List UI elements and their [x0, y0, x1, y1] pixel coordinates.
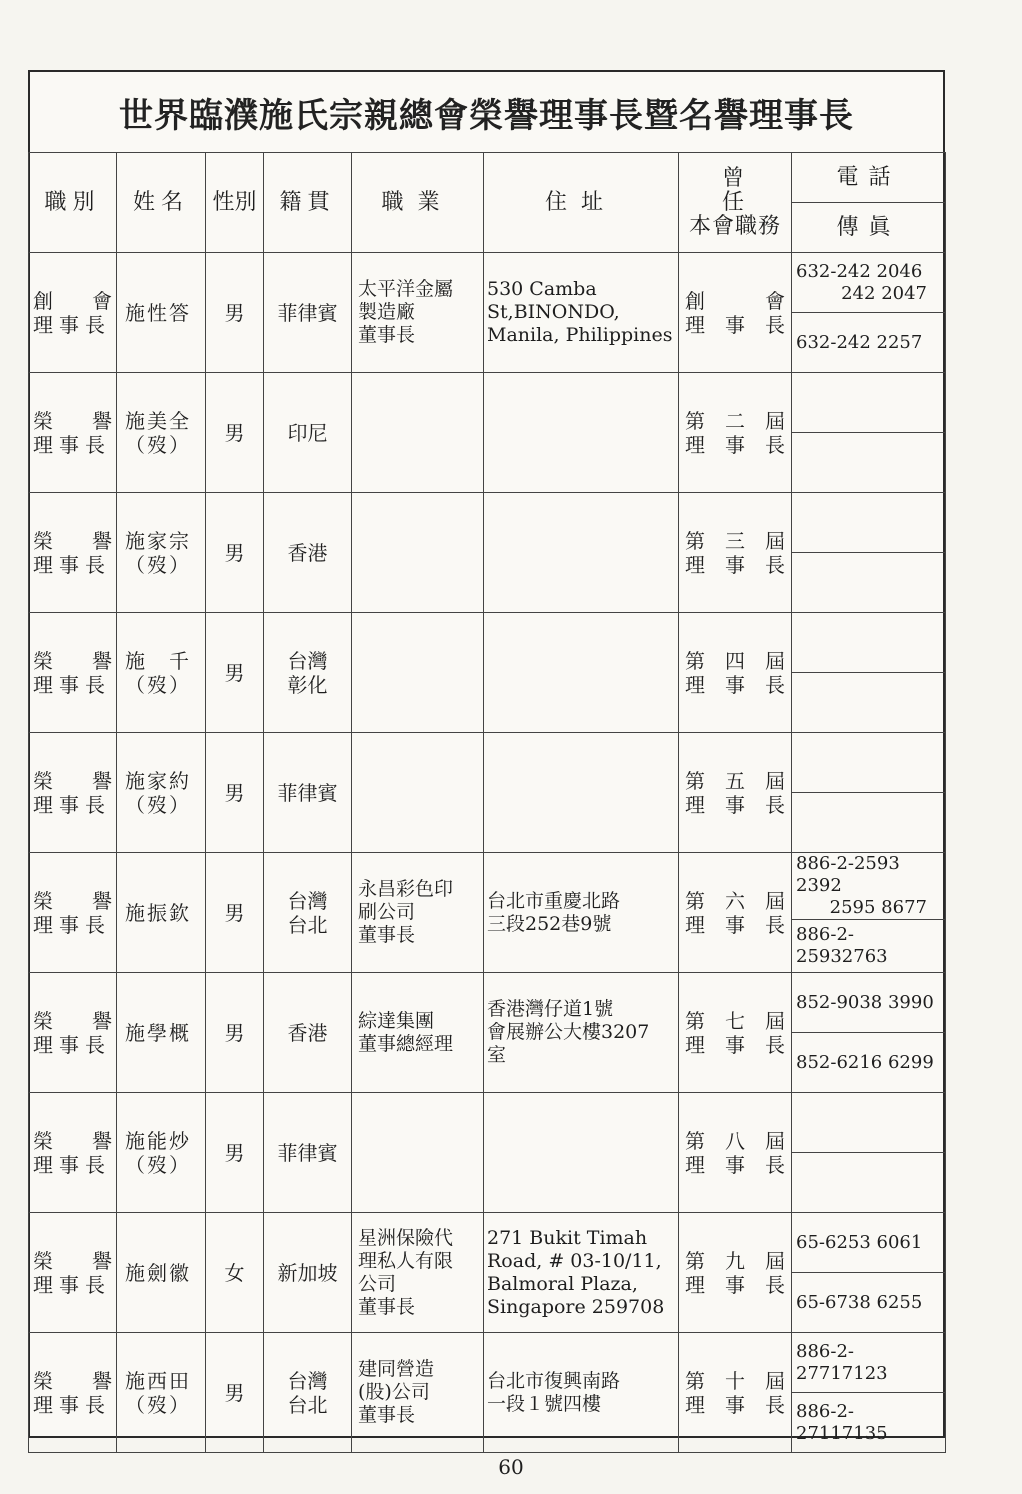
fax-number: 852-6216 6299 — [796, 1051, 934, 1073]
gender-cell: 男 — [206, 853, 264, 973]
position-cell — [29, 1093, 117, 1213]
origin-line: 台灣 — [287, 648, 328, 673]
member-name: 施劍徽 — [125, 1260, 191, 1285]
occupation-cell — [352, 1093, 484, 1213]
fax-number: 886-2-25932763 — [796, 924, 888, 967]
position-cell — [29, 733, 117, 853]
name-cell — [117, 853, 206, 973]
gender-cell: 男 — [206, 373, 264, 493]
phone-cell — [792, 1093, 945, 1152]
previous-role-char: 理 — [685, 1032, 705, 1057]
position-line2: 理事長 — [33, 552, 111, 577]
origin-cell — [264, 1213, 352, 1333]
position-char-b: 譽 — [92, 1128, 112, 1153]
fax-number: 632-242 2257 — [796, 331, 923, 353]
previous-role-char: 第 — [685, 1368, 705, 1393]
member-name: 施振欽 — [125, 900, 191, 925]
header-name: 姓名 — [117, 153, 206, 253]
position-char-a: 榮 — [33, 1128, 53, 1153]
name-cell — [117, 253, 206, 373]
member-name: 施家宗 — [125, 528, 191, 553]
member-name: 施能炒 — [125, 1128, 191, 1153]
header-position: 職別 — [29, 153, 117, 253]
gender-cell: 男 — [206, 973, 264, 1093]
contact-cell — [792, 733, 946, 853]
contact-cell — [792, 1333, 946, 1453]
occupation-cell — [352, 853, 484, 973]
contact-cell — [792, 373, 946, 493]
contact-cell — [792, 493, 946, 613]
phone-number: 65-6253 6061 — [796, 1231, 923, 1253]
previous-role-cell — [679, 1213, 792, 1333]
previous-role-char: 八 — [725, 1128, 745, 1153]
previous-role-char: 理 — [685, 312, 705, 337]
address-line: Manila, Philippines — [487, 324, 673, 346]
position-char-b: 譽 — [92, 408, 112, 433]
previous-role-char: 理 — [685, 792, 705, 817]
previous-role-char: 會 — [765, 288, 785, 313]
member-name: 施美全 — [125, 408, 191, 433]
address-line: 271 Bukit Timah — [487, 1226, 648, 1249]
address-cell — [484, 253, 679, 373]
name-cell — [117, 493, 206, 613]
position-cell — [29, 253, 117, 373]
fax-number: 886-2-27117135 — [796, 1400, 888, 1444]
position-char-b: 譽 — [92, 888, 112, 913]
phone-number: 632-242 2046 — [796, 260, 923, 282]
origin-line: 香港 — [287, 540, 328, 565]
previous-role-char: 第 — [685, 1248, 705, 1273]
address-line: 一段１號四樓 — [487, 1392, 602, 1415]
phone-cell — [792, 613, 945, 672]
contact-cell — [792, 253, 946, 373]
table-row — [29, 853, 946, 973]
fax-cell — [792, 1032, 945, 1092]
header-address: 住址 — [484, 153, 679, 253]
origin-line: 彰化 — [287, 672, 328, 697]
gender-cell: 男 — [206, 1333, 264, 1453]
fax-cell — [792, 792, 945, 852]
position-line2: 理事長 — [33, 792, 111, 817]
table-row — [29, 373, 946, 493]
phone-cell — [792, 373, 945, 432]
phone-cell — [792, 1213, 945, 1272]
origin-cell — [264, 1333, 352, 1453]
previous-role-char: 屆 — [765, 648, 785, 673]
previous-role-char: 長 — [765, 672, 785, 697]
previous-role-char: 屆 — [765, 528, 785, 553]
header-contact — [792, 153, 946, 253]
previous-role-char: 長 — [765, 1032, 785, 1057]
address-line: 530 Camba — [487, 278, 597, 300]
fax-cell — [792, 1392, 945, 1452]
position-line2: 理事長 — [33, 432, 111, 457]
position-cell — [29, 1213, 117, 1333]
position-char-b: 譽 — [92, 648, 112, 673]
previous-role-cell — [679, 1093, 792, 1213]
name-cell — [117, 1333, 206, 1453]
origin-cell — [264, 253, 352, 373]
previous-role-char: 第 — [685, 528, 705, 553]
header-occupation: 職業 — [352, 153, 484, 253]
fax-cell — [792, 1152, 945, 1212]
header-fax: 傳眞 — [792, 202, 945, 252]
origin-line: 菲律賓 — [277, 1140, 338, 1165]
member-name: 施性答 — [125, 300, 191, 325]
gender-cell: 男 — [206, 253, 264, 373]
origin-cell — [264, 733, 352, 853]
fax-number: 65-6738 6255 — [796, 1291, 923, 1313]
header-origin: 籍貫 — [264, 153, 352, 253]
occupation-line: 永昌彩色印 — [358, 878, 454, 900]
occupation-cell — [352, 253, 484, 373]
position-char-b: 譽 — [92, 1248, 112, 1273]
fax-cell — [792, 312, 945, 372]
name-cell — [117, 1093, 206, 1213]
member-name: 施西田 — [125, 1368, 191, 1393]
position-line2: 理事長 — [33, 1392, 111, 1417]
previous-role-char: 理 — [685, 1152, 705, 1177]
table-row — [29, 733, 946, 853]
phone-cell — [792, 733, 945, 792]
origin-cell — [264, 853, 352, 973]
previous-role-char: 事 — [725, 552, 745, 577]
address-cell — [484, 853, 679, 973]
origin-cell — [264, 973, 352, 1093]
position-char-a: 榮 — [33, 408, 53, 433]
address-cell — [484, 1093, 679, 1213]
address-line: Singapore 259708 — [487, 1295, 665, 1318]
table-row — [29, 1213, 946, 1333]
position-line2: 理事長 — [33, 1032, 111, 1057]
position-line2: 理事長 — [33, 1152, 111, 1177]
gender-cell: 男 — [206, 1093, 264, 1213]
previous-role-char: 事 — [725, 432, 745, 457]
occupation-cell — [352, 373, 484, 493]
position-line2: 理事長 — [33, 312, 111, 337]
phone-number: 2595 8677 — [829, 897, 927, 918]
previous-role-char: 六 — [725, 888, 745, 913]
previous-role-cell — [679, 613, 792, 733]
origin-cell — [264, 613, 352, 733]
header-previous-bottom: 本會職務 — [688, 213, 781, 239]
position-cell — [29, 613, 117, 733]
fax-cell — [792, 672, 945, 732]
position-cell — [29, 373, 117, 493]
address-line: 室 — [487, 1044, 507, 1066]
name-cell — [117, 373, 206, 493]
position-char-a: 榮 — [33, 768, 53, 793]
previous-role-char: 第 — [685, 648, 705, 673]
header-gender: 性別 — [206, 153, 264, 253]
header-row — [29, 153, 946, 253]
previous-role-char: 三 — [725, 528, 745, 553]
occupation-line: 董事長 — [358, 1404, 416, 1426]
member-name: 施家約 — [125, 768, 191, 793]
position-cell — [29, 493, 117, 613]
previous-role-char: 事 — [725, 312, 745, 337]
previous-role-char: 理 — [685, 552, 705, 577]
deceased-mark: （歿） — [125, 672, 191, 697]
member-name: 施 千 — [125, 648, 191, 673]
gender-cell: 男 — [206, 613, 264, 733]
previous-role-char: 第 — [685, 1128, 705, 1153]
address-line: 三段252巷9號 — [487, 912, 612, 935]
previous-role-cell — [679, 853, 792, 973]
phone-cell — [792, 853, 945, 919]
previous-role-char: 長 — [765, 1272, 785, 1297]
origin-cell — [264, 373, 352, 493]
address-cell — [484, 1333, 679, 1453]
table-body — [29, 253, 946, 1453]
previous-role-cell — [679, 733, 792, 853]
occupation-line: 董事長 — [358, 924, 416, 946]
origin-line: 台灣 — [287, 1368, 328, 1393]
document-frame — [28, 70, 945, 1444]
address-line: Balmoral Plaza, — [487, 1272, 638, 1295]
position-char-a: 榮 — [33, 1008, 53, 1033]
contact-cell — [792, 853, 946, 973]
address-line: 台北市復興南路 — [487, 1369, 621, 1392]
previous-role-char: 長 — [765, 552, 785, 577]
previous-role-char: 事 — [725, 672, 745, 697]
contact-cell — [792, 1213, 946, 1333]
address-line: 會展辦公大樓3207 — [487, 1021, 650, 1043]
previous-role-char: 七 — [725, 1008, 745, 1033]
contact-cell — [792, 613, 946, 733]
previous-role-char: 事 — [725, 1152, 745, 1177]
fax-cell — [792, 919, 945, 972]
previous-role-char: 第 — [685, 888, 705, 913]
fax-cell — [792, 1272, 945, 1332]
phone-cell — [792, 973, 945, 1032]
origin-line: 印尼 — [287, 420, 328, 445]
previous-role-char: 四 — [725, 648, 745, 673]
name-cell — [117, 973, 206, 1093]
previous-role-cell — [679, 253, 792, 373]
page-number: 60 — [498, 1455, 524, 1479]
previous-role-char: 第 — [685, 408, 705, 433]
phone-number: 886-2-27717123 — [796, 1340, 888, 1384]
phone-number: 886-2-2593 2392 — [796, 853, 900, 896]
name-cell — [117, 613, 206, 733]
origin-line: 台北 — [287, 1392, 328, 1417]
fax-cell — [792, 432, 945, 492]
position-char-b: 譽 — [92, 528, 112, 553]
previous-role-char: 事 — [725, 1272, 745, 1297]
origin-cell — [264, 493, 352, 613]
previous-role-char: 長 — [765, 912, 785, 937]
previous-role-char: 二 — [725, 408, 745, 433]
address-line: 台北市重慶北路 — [487, 889, 621, 912]
occupation-line: 公司 — [358, 1272, 397, 1295]
previous-role-cell — [679, 1333, 792, 1453]
occupation-line: 製造廠 — [358, 301, 416, 323]
header-phone: 電話 — [836, 164, 901, 190]
occupation-line: 太平洋金屬 — [358, 278, 454, 300]
address-cell — [484, 1213, 679, 1333]
phone-cell — [792, 253, 945, 312]
position-char-b: 譽 — [92, 1008, 112, 1033]
occupation-cell — [352, 973, 484, 1093]
phone-number: 852-9038 3990 — [796, 991, 934, 1013]
previous-role-char: 屆 — [765, 768, 785, 793]
occupation-cell — [352, 493, 484, 613]
position-char-a: 創 — [33, 288, 53, 313]
occupation-line: 綜達集團 — [358, 1009, 435, 1032]
occupation-cell — [352, 1213, 484, 1333]
table-row — [29, 1093, 946, 1213]
position-line2: 理事長 — [33, 1272, 111, 1297]
member-name: 施學概 — [125, 1020, 191, 1045]
previous-role-char: 九 — [725, 1248, 745, 1273]
table-row — [29, 493, 946, 613]
deceased-mark: （歿） — [125, 792, 191, 817]
header-previous-role — [679, 153, 792, 253]
occupation-line: 董事總經理 — [358, 1032, 454, 1055]
deceased-mark: （歿） — [125, 1152, 191, 1177]
deceased-mark: （歿） — [125, 1392, 191, 1417]
name-cell — [117, 1213, 206, 1333]
previous-role-char: 事 — [725, 912, 745, 937]
previous-role-char: 屆 — [765, 1248, 785, 1273]
fax-cell — [792, 552, 945, 612]
table-row — [29, 973, 946, 1093]
deceased-mark: （歿） — [125, 552, 191, 577]
previous-role-char: 長 — [765, 792, 785, 817]
origin-line: 菲律賓 — [277, 300, 338, 325]
contact-cell — [792, 1093, 946, 1213]
address-line: Road, # 03-10/11, — [487, 1249, 662, 1272]
previous-role-char: 理 — [685, 912, 705, 937]
previous-role-char: 五 — [725, 768, 745, 793]
address-cell — [484, 973, 679, 1093]
previous-role-char: 長 — [765, 1392, 785, 1417]
previous-role-char: 理 — [685, 672, 705, 697]
directory-table — [28, 152, 946, 1453]
origin-cell — [264, 1093, 352, 1213]
previous-role-char: 屆 — [765, 408, 785, 433]
gender-cell: 男 — [206, 493, 264, 613]
occupation-line: 星洲保險代 — [358, 1226, 454, 1249]
contact-cell — [792, 973, 946, 1093]
position-line2: 理事長 — [33, 672, 111, 697]
occupation-cell — [352, 1333, 484, 1453]
previous-role-char: 理 — [685, 1392, 705, 1417]
address-line: St,BINONDO, — [487, 301, 620, 323]
previous-role-char: 屆 — [765, 1128, 785, 1153]
address-cell — [484, 733, 679, 853]
previous-role-cell — [679, 373, 792, 493]
previous-role-char: 屆 — [765, 1368, 785, 1393]
previous-role-char: 屆 — [765, 888, 785, 913]
position-cell — [29, 1333, 117, 1453]
position-char-a: 榮 — [33, 1248, 53, 1273]
occupation-cell — [352, 613, 484, 733]
origin-line: 菲律賓 — [277, 780, 338, 805]
table-row — [29, 253, 946, 373]
address-cell — [484, 493, 679, 613]
position-char-b: 會 — [92, 288, 112, 313]
previous-role-char: 十 — [725, 1368, 745, 1393]
occupation-cell — [352, 733, 484, 853]
position-cell — [29, 973, 117, 1093]
previous-role-char: 長 — [765, 432, 785, 457]
previous-role-char: 第 — [685, 1008, 705, 1033]
address-cell — [484, 373, 679, 493]
previous-role-char: 屆 — [765, 1008, 785, 1033]
name-cell — [117, 733, 206, 853]
origin-line: 香港 — [287, 1020, 328, 1045]
occupation-line: 董事長 — [358, 324, 416, 346]
previous-role-char: 創 — [685, 288, 705, 313]
origin-line: 台北 — [287, 912, 328, 937]
position-char-b: 譽 — [92, 768, 112, 793]
address-line: 香港灣仔道1號 — [487, 998, 614, 1020]
table-row — [29, 613, 946, 733]
occupation-line: 刷公司 — [358, 901, 416, 923]
phone-cell — [792, 1333, 945, 1392]
header-previous-top: 曾任 — [721, 165, 770, 215]
position-char-a: 榮 — [33, 648, 53, 673]
previous-role-char: 長 — [765, 312, 785, 337]
deceased-mark: （歿） — [125, 432, 191, 457]
previous-role-char: 事 — [725, 1032, 745, 1057]
previous-role-char: 事 — [725, 792, 745, 817]
position-cell — [29, 853, 117, 973]
origin-line: 台灣 — [287, 888, 328, 913]
previous-role-cell — [679, 493, 792, 613]
table-row — [29, 1333, 946, 1453]
address-cell — [484, 613, 679, 733]
position-line2: 理事長 — [33, 912, 111, 937]
position-char-a: 榮 — [33, 888, 53, 913]
position-char-a: 榮 — [33, 1368, 53, 1393]
occupation-line: 董事長 — [358, 1295, 416, 1318]
occupation-line: 建同營造 — [358, 1358, 435, 1380]
previous-role-char: 事 — [725, 1392, 745, 1417]
occupation-line: (股)公司 — [358, 1381, 430, 1403]
position-char-a: 榮 — [33, 528, 53, 553]
position-char-b: 譽 — [92, 1368, 112, 1393]
previous-role-char: 理 — [685, 1272, 705, 1297]
phone-cell — [792, 493, 945, 552]
phone-number: 242 2047 — [841, 282, 927, 304]
gender-cell: 男 — [206, 733, 264, 853]
page-title: 世界臨濮施氏宗親總會榮譽理事長暨名譽理事長 — [119, 95, 854, 136]
previous-role-cell — [679, 973, 792, 1093]
origin-line: 新加坡 — [277, 1260, 338, 1285]
occupation-line: 理私人有限 — [358, 1249, 454, 1272]
gender-cell: 女 — [206, 1213, 264, 1333]
previous-role-char: 長 — [765, 1152, 785, 1177]
previous-role-char: 第 — [685, 768, 705, 793]
previous-role-char: 理 — [685, 432, 705, 457]
